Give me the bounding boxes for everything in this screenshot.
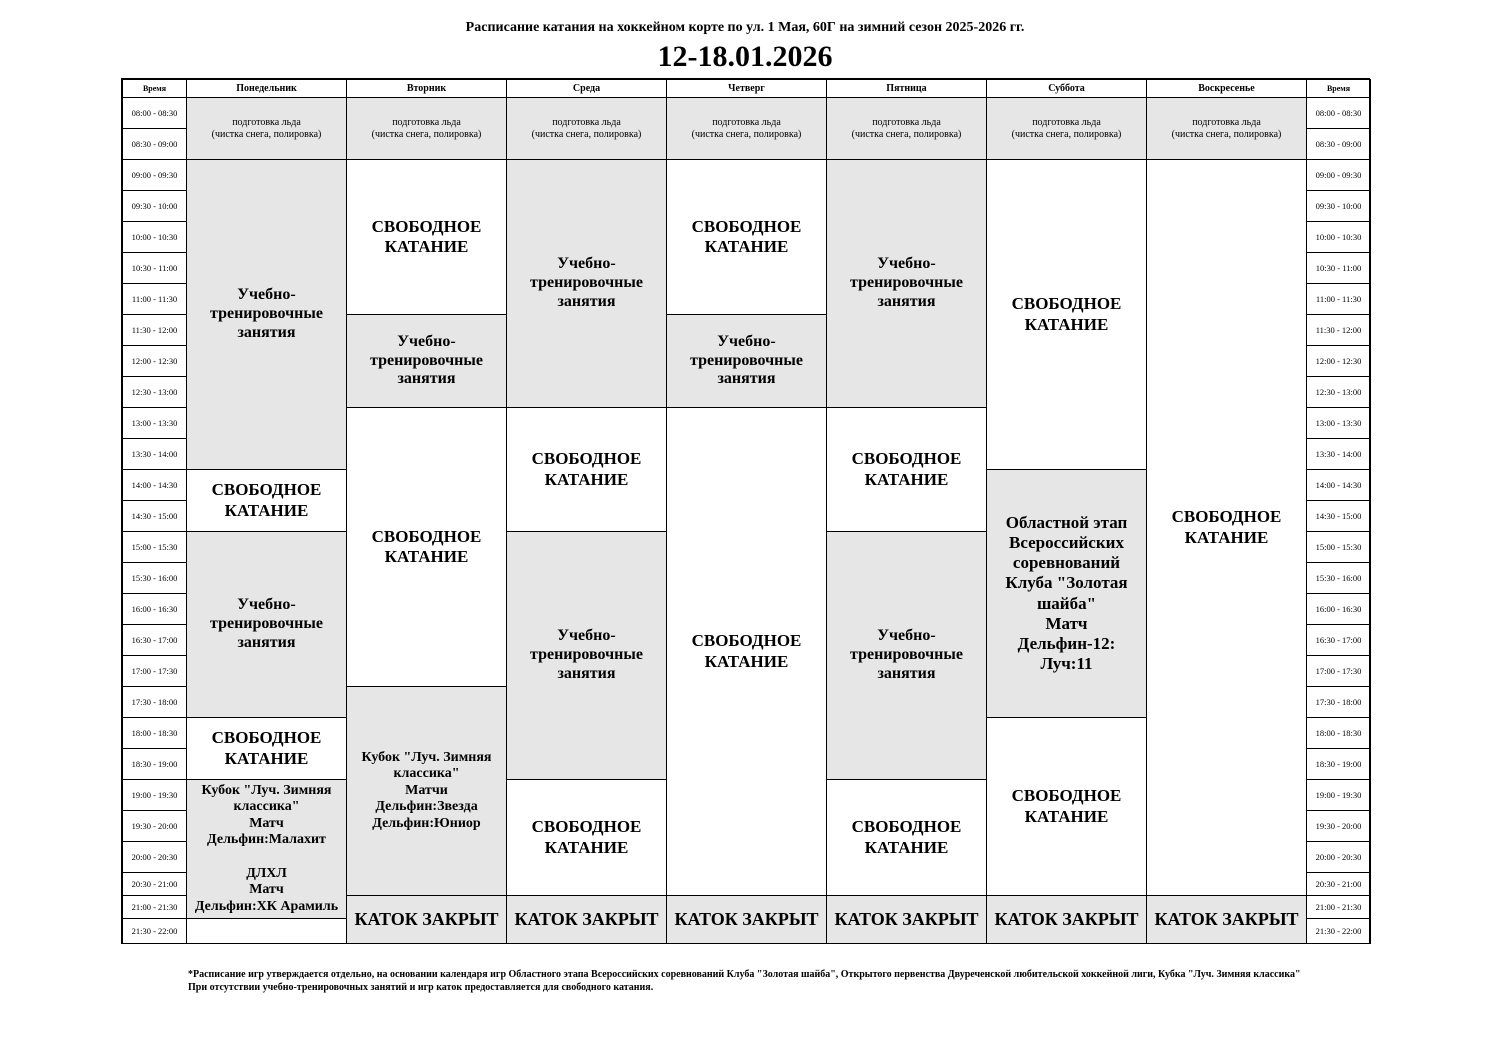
time-slot-right: 18:30 - 19:00: [1306, 748, 1371, 780]
time-slot-left: 11:00 - 11:30: [122, 283, 187, 315]
time-slot-right: 09:30 - 10:00: [1306, 190, 1371, 222]
time-slot-left: 19:00 - 19:30: [122, 779, 187, 811]
day-header-wednesday: Среда: [506, 79, 667, 98]
footnote-line-2: При отсутствии учебно-тренировочных занятий и игр каток предоставляется для свободного катания.: [188, 982, 654, 993]
prep-monday: подготовка льда (чистка снега, полировка): [186, 97, 347, 160]
friday-training-morning: Учебно- тренировочные занятия: [826, 159, 987, 408]
wednesday-rink-closed: КАТОК ЗАКРЫТ: [506, 895, 667, 944]
time-slot-left: 21:30 - 22:00: [122, 918, 187, 944]
monday-free-skating-afternoon: СВОБОДНОЕ КАТАНИЕ: [186, 469, 347, 532]
time-slot-left: 16:30 - 17:00: [122, 624, 187, 656]
time-slot-right: 11:00 - 11:30: [1306, 283, 1371, 315]
time-slot-left: 17:30 - 18:00: [122, 686, 187, 718]
time-header-left: Время: [122, 79, 187, 98]
prep-sunday: подготовка льда (чистка снега, полировка): [1146, 97, 1307, 160]
subtitle: Расписание катания на хоккейном корте по ул. 1 Мая, 60Г на зимний сезон 2025-2026 гг.: [465, 20, 1025, 35]
time-slot-right: 10:30 - 11:00: [1306, 252, 1371, 284]
time-slot-left: 13:30 - 14:00: [122, 438, 187, 470]
time-slot-right: 17:00 - 17:30: [1306, 655, 1371, 687]
prep-friday: подготовка льда (чистка снега, полировка): [826, 97, 987, 160]
time-slot-right: 12:00 - 12:30: [1306, 345, 1371, 377]
prep-tuesday: подготовка льда (чистка снега, полировка): [346, 97, 507, 160]
tuesday-free-skating-afternoon: СВОБОДНОЕ КАТАНИЕ: [346, 407, 507, 687]
time-slot-right: 08:30 - 09:00: [1306, 128, 1371, 160]
page-title: 12-18.01.2026: [657, 40, 833, 73]
monday-training-afternoon: Учебно- тренировочные занятия: [186, 531, 347, 718]
time-slot-right: 17:30 - 18:00: [1306, 686, 1371, 718]
time-header-right: Время: [1306, 79, 1371, 98]
day-header-monday: Понедельник: [186, 79, 347, 98]
time-slot-left: 12:30 - 13:00: [122, 376, 187, 408]
day-header-friday: Пятница: [826, 79, 987, 98]
time-slot-left: 10:30 - 11:00: [122, 252, 187, 284]
time-slot-right: 14:30 - 15:00: [1306, 500, 1371, 532]
saturday-free-skating-evening: СВОБОДНОЕ КАТАНИЕ: [986, 717, 1147, 896]
monday-evening-matches: Кубок "Луч. Зимняя классика" Матч Дельфин:Малахит ДЛХЛ Матч Дельфин:ХК Арамиль: [186, 779, 347, 919]
time-slot-right: 13:00 - 13:30: [1306, 407, 1371, 439]
time-slot-right: 12:30 - 13:00: [1306, 376, 1371, 408]
time-slot-left: 15:30 - 16:00: [122, 562, 187, 594]
time-slot-left: 18:00 - 18:30: [122, 717, 187, 749]
time-slot-right: 15:30 - 16:00: [1306, 562, 1371, 594]
day-header-sunday: Воскресенье: [1146, 79, 1307, 98]
time-slot-left: 12:00 - 12:30: [122, 345, 187, 377]
day-header-tuesday: Вторник: [346, 79, 507, 98]
time-slot-left: 10:00 - 10:30: [122, 221, 187, 253]
time-slot-right: 15:00 - 15:30: [1306, 531, 1371, 563]
time-slot-left: 14:30 - 15:00: [122, 500, 187, 532]
schedule-table: [121, 78, 1370, 944]
tuesday-rink-closed: КАТОК ЗАКРЫТ: [346, 895, 507, 944]
time-slot-left: 13:00 - 13:30: [122, 407, 187, 439]
friday-free-skating-evening: СВОБОДНОЕ КАТАНИЕ: [826, 779, 987, 896]
time-slot-right: 11:30 - 12:00: [1306, 314, 1371, 346]
time-slot-left: 18:30 - 19:00: [122, 748, 187, 780]
time-slot-right: 21:00 - 21:30: [1306, 895, 1371, 919]
time-slot-right: 08:00 - 08:30: [1306, 97, 1371, 129]
time-slot-left: 17:00 - 17:30: [122, 655, 187, 687]
time-slot-right: 21:30 - 22:00: [1306, 918, 1371, 944]
thursday-training: Учебно- тренировочные занятия: [666, 314, 827, 408]
friday-rink-closed: КАТОК ЗАКРЫТ: [826, 895, 987, 944]
sunday-free-skating: СВОБОДНОЕ КАТАНИЕ: [1146, 159, 1307, 896]
tuesday-training: Учебно- тренировочные занятия: [346, 314, 507, 408]
time-slot-right: 16:30 - 17:00: [1306, 624, 1371, 656]
sunday-rink-closed: КАТОК ЗАКРЫТ: [1146, 895, 1307, 944]
time-slot-left: 14:00 - 14:30: [122, 469, 187, 501]
time-slot-left: 20:00 - 20:30: [122, 841, 187, 873]
friday-free-skating-afternoon: СВОБОДНОЕ КАТАНИЕ: [826, 407, 987, 532]
wednesday-training-afternoon: Учебно- тренировочные занятия: [506, 531, 667, 780]
time-slot-right: 13:30 - 14:00: [1306, 438, 1371, 470]
time-slot-left: 15:00 - 15:30: [122, 531, 187, 563]
wednesday-training-morning: Учебно- тренировочные занятия: [506, 159, 667, 408]
time-slot-left: 09:30 - 10:00: [122, 190, 187, 222]
monday-training-morning: Учебно- тренировочные занятия: [186, 159, 347, 470]
time-slot-left: 20:30 - 21:00: [122, 872, 187, 896]
prep-saturday: подготовка льда (чистка снега, полировка): [986, 97, 1147, 160]
time-slot-right: 14:00 - 14:30: [1306, 469, 1371, 501]
time-slot-right: 20:00 - 20:30: [1306, 841, 1371, 873]
saturday-free-skating-morning: СВОБОДНОЕ КАТАНИЕ: [986, 159, 1147, 470]
friday-training-afternoon: Учебно- тренировочные занятия: [826, 531, 987, 780]
thursday-free-skating-afternoon: СВОБОДНОЕ КАТАНИЕ: [666, 407, 827, 896]
tuesday-evening-matches: Кубок "Луч. Зимняя классика" Матчи Дельфин:Звезда Дельфин:Юниор: [346, 686, 507, 896]
time-slot-left: 19:30 - 20:00: [122, 810, 187, 842]
time-slot-right: 19:00 - 19:30: [1306, 779, 1371, 811]
wednesday-free-skating-afternoon: СВОБОДНОЕ КАТАНИЕ: [506, 407, 667, 532]
tuesday-free-skating-morning: СВОБОДНОЕ КАТАНИЕ: [346, 159, 507, 315]
day-header-thursday: Четверг: [666, 79, 827, 98]
time-slot-right: 10:00 - 10:30: [1306, 221, 1371, 253]
time-slot-left: 11:30 - 12:00: [122, 314, 187, 346]
time-slot-right: 18:00 - 18:30: [1306, 717, 1371, 749]
footnote: [188, 968, 1368, 994]
wednesday-free-skating-evening: СВОБОДНОЕ КАТАНИЕ: [506, 779, 667, 896]
time-slot-right: 09:00 - 09:30: [1306, 159, 1371, 191]
time-slot-left: 08:00 - 08:30: [122, 97, 187, 129]
day-header-saturday: Суббота: [986, 79, 1147, 98]
time-slot-right: 16:00 - 16:30: [1306, 593, 1371, 625]
thursday-rink-closed: КАТОК ЗАКРЫТ: [666, 895, 827, 944]
time-slot-right: 19:30 - 20:00: [1306, 810, 1371, 842]
thursday-free-skating-morning: СВОБОДНОЕ КАТАНИЕ: [666, 159, 827, 315]
time-slot-left: 09:00 - 09:30: [122, 159, 187, 191]
footnote-line-1: *Расписание игр утверждается отдельно, на основании календаря игр Областного этапа Всероссийских соревнований Клуба "Золотая шайба", Открытого первенства Двуреченской любительской хоккейной лиги, Кубка "Луч. Зимняя классика": [188, 969, 1301, 980]
saturday-rink-closed: КАТОК ЗАКРЫТ: [986, 895, 1147, 944]
saturday-golden-puck-match: Областной этап Всероссийских соревнований Клуба "Золотая шайба" Матч Дельфин-12: Луч:11: [986, 469, 1147, 718]
prep-thursday: подготовка льда (чистка снега, полировка): [666, 97, 827, 160]
time-slot-left: 21:00 - 21:30: [122, 895, 187, 919]
prep-wednesday: подготовка льда (чистка снега, полировка): [506, 97, 667, 160]
time-slot-left: 16:00 - 16:30: [122, 593, 187, 625]
monday-free-skating-evening: СВОБОДНОЕ КАТАНИЕ: [186, 717, 347, 780]
time-slot-right: 20:30 - 21:00: [1306, 872, 1371, 896]
time-slot-left: 08:30 - 09:00: [122, 128, 187, 160]
